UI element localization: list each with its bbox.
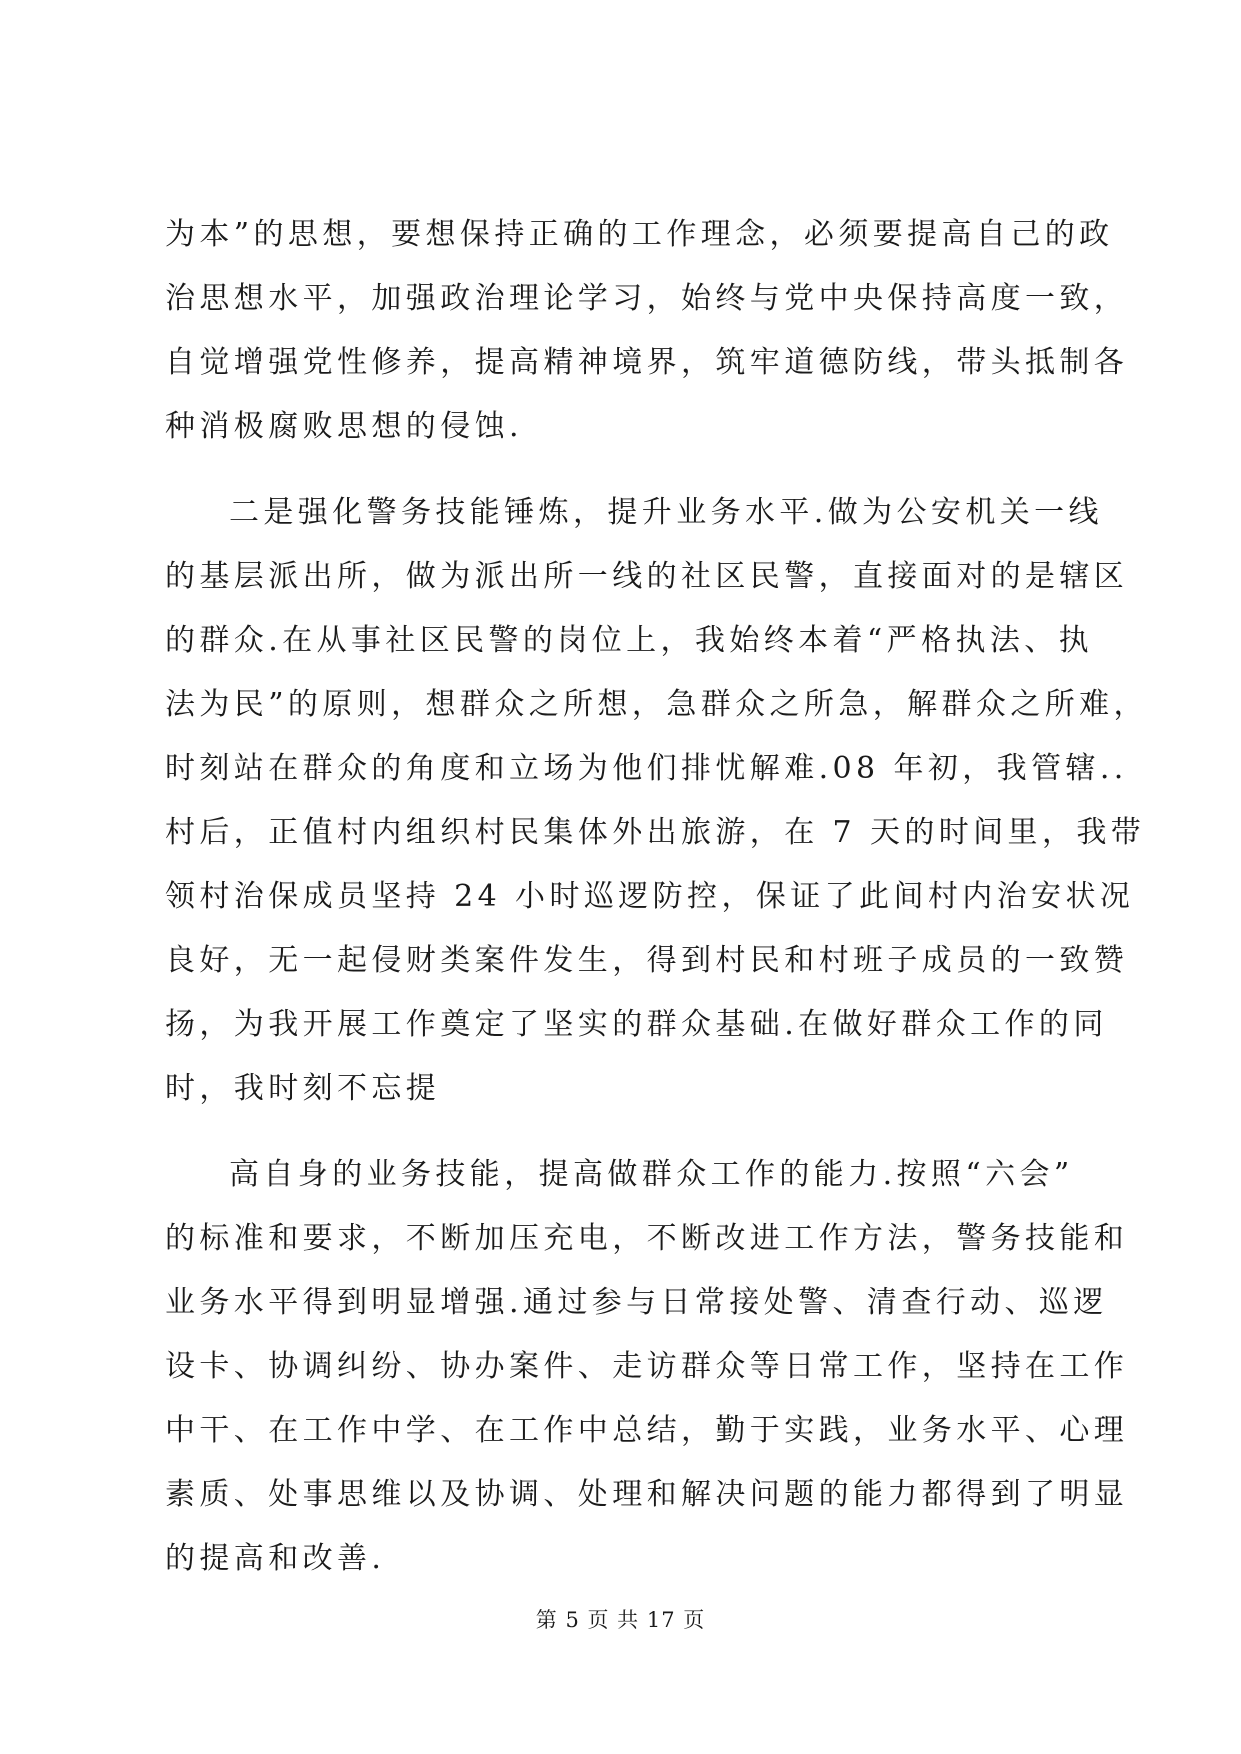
document-body: [165, 203, 1148, 1591]
paragraph-line: 良好，无一起侵财类案件发生，得到村民和村班子成员的一致赞: [165, 943, 1129, 978]
paragraph-line: 的群众.在从事社区民警的岗位上，我始终本着“严格执法、执: [165, 623, 1094, 658]
paragraph-line: 种消极腐败思想的侵蚀.: [165, 409, 523, 444]
paragraph-line: 设卡、协调纠纷、协办案件、走访群众等日常工作，坚持在工作: [165, 1349, 1129, 1384]
paragraph-line: 素质、处事思维以及协调、处理和解决问题的能力都得到了明显: [165, 1477, 1129, 1512]
paragraph-line: 时刻站在群众的角度和立场为他们排忧解难.08 年初，我管辖..: [165, 751, 1128, 786]
paragraph-line: 法为民”的原则，想群众之所想，急群众之所急，解群众之所难，: [165, 687, 1148, 722]
paragraph-line: 为本”的思想，要想保持正确的工作理念，必须要提高自己的政: [165, 217, 1114, 252]
paragraph-line: 业务水平得到明显增强.通过参与日常接处警、清查行动、巡逻: [165, 1285, 1108, 1320]
paragraph-line: 治思想水平，加强政治理论学习，始终与党中央保持高度一致，: [165, 281, 1129, 316]
paragraph-line: 时，我时刻不忘提: [165, 1071, 441, 1106]
paragraph-line: 高自身的业务技能，提高做群众工作的能力.按照“六会”: [229, 1157, 1074, 1192]
paragraph-line: 的提高和改善.: [165, 1541, 386, 1576]
paragraph-spacer: [165, 459, 1085, 481]
paragraph-line: 扬，为我开展工作奠定了坚实的群众基础.在做好群众工作的同: [165, 1007, 1108, 1042]
paragraph-line: 中干、在工作中学、在工作中总结，勤于实践，业务水平、心理: [165, 1413, 1129, 1448]
paragraph-line: 领村治保成员坚持 24 小时巡逻防控，保证了此间村内治安状况: [165, 879, 1135, 914]
paragraph-line: 的基层派出所，做为派出所一线的社区民警，直接面对的是辖区: [165, 559, 1129, 594]
paragraph-line: 自觉增强党性修养，提高精神境界，筑牢道德防线，带头抵制各: [165, 345, 1129, 380]
paragraph-spacer: [165, 1121, 1085, 1143]
paragraph-line: 村后，正值村内组织村民集体外出旅游，在 7 天的时间里，我带: [165, 815, 1146, 850]
page-number-footer: 第 5 页 共 17 页: [535, 1608, 706, 1632]
paragraph-line: 二是强化警务技能锤炼，提升业务水平.做为公安机关一线: [229, 495, 1103, 530]
paragraph-line: 的标准和要求，不断加压充电，不断改进工作方法，警务技能和: [165, 1221, 1129, 1256]
